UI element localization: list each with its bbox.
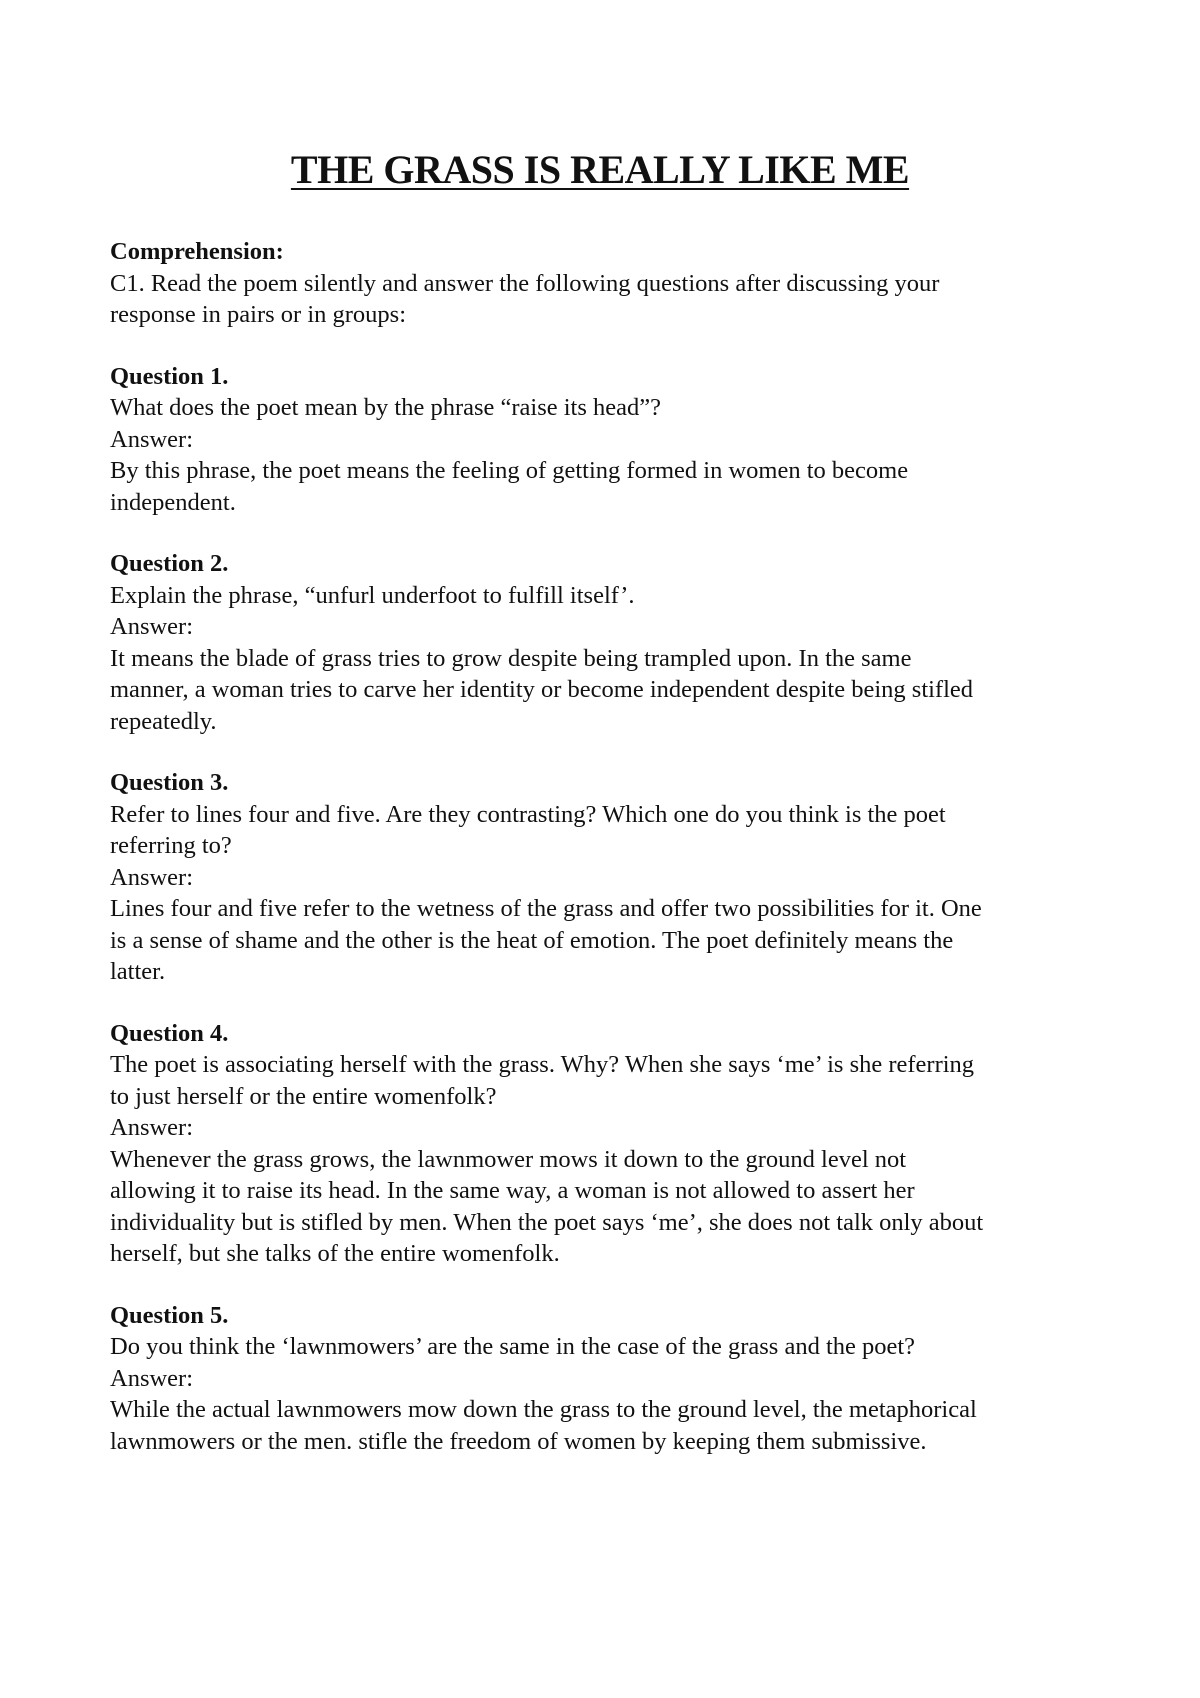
answer-label: Answer:: [110, 613, 194, 640]
answer-text-line: lawnmowers or the men. stifle the freedom of women by keeping them submissive.: [110, 1427, 927, 1455]
answer-text-line: While the actual lawnmowers mow down the grass to the ground level, the metaphorical: [110, 1396, 977, 1423]
question-block-4: [110, 1018, 1110, 1270]
comprehension-heading: Comprehension:: [110, 238, 284, 265]
question-heading: Question 3.: [110, 769, 229, 796]
comprehension-section: [110, 236, 1110, 331]
answer-text-line: individuality but is stifled by men. When the poet says ‘me’, she does not talk only about: [110, 1208, 984, 1236]
question-text-line: The poet is associating herself with the grass. Why? When she says ‘me’ is she referring: [110, 1051, 975, 1078]
answer-text-line: Whenever the grass grows, the lawnmower mows it down to the ground level not: [110, 1145, 907, 1173]
answer-text-line: manner, a woman tries to carve her identity or become independent despite being stifled: [110, 676, 974, 703]
question-text-line: What does the poet mean by the phrase “raise its head”?: [110, 394, 662, 421]
question-heading: Question 5.: [110, 1301, 229, 1329]
answer-text-line: allowing it to raise its head. In the same way, a woman is not allowed to assert her: [110, 1177, 915, 1204]
question-block-1: [110, 361, 1110, 519]
question-heading: Question 2.: [110, 550, 229, 577]
answer-text-line: By this phrase, the poet means the feeling of getting formed in women to become: [110, 457, 909, 484]
answer-label: Answer:: [110, 425, 194, 453]
question-text-line: Explain the phrase, “unfurl underfoot to fulfill itself’.: [110, 581, 635, 609]
answer-text-line: repeatedly.: [110, 707, 217, 735]
answer-label: Answer:: [110, 1114, 194, 1141]
question-text-line: Do you think the ‘lawnmowers’ are the same in the case of the grass and the poet?: [110, 1333, 916, 1360]
question-heading: Question 4.: [110, 1019, 229, 1047]
document-content: [110, 236, 1110, 1457]
answer-label: Answer:: [110, 1364, 194, 1392]
question-block-2: [110, 548, 1110, 737]
question-block-3: [110, 767, 1110, 988]
question-text-line: Refer to lines four and five. Are they contrasting? Which one do you think is the poet: [110, 800, 946, 828]
answer-text-line: latter.: [110, 958, 166, 985]
answer-text-line: herself, but she talks of the entire womenfolk.: [110, 1240, 560, 1267]
answer-text-line: Lines four and five refer to the wetness of the grass and offer two possibilities for it. One: [110, 895, 982, 922]
question-text-line: referring to?: [110, 832, 232, 859]
instruction-line: C1. Read the poem silently and answer the following questions after discussing your: [110, 269, 940, 297]
answer-text-line: It means the blade of grass tries to grow despite being trampled upon. In the same: [110, 644, 912, 672]
answer-label: Answer:: [110, 863, 194, 891]
question-text-line: to just herself or the entire womenfolk?: [110, 1082, 497, 1110]
answer-text-line: independent.: [110, 488, 236, 516]
instruction-line: response in pairs or in groups:: [110, 301, 406, 328]
page-title: THE GRASS IS REALLY LIKE ME: [290, 147, 910, 192]
answer-text-line: is a sense of shame and the other is the heat of emotion. The poet definitely means the: [110, 926, 954, 954]
question-heading: Question 1.: [110, 362, 229, 390]
question-block-5: [110, 1300, 1110, 1458]
